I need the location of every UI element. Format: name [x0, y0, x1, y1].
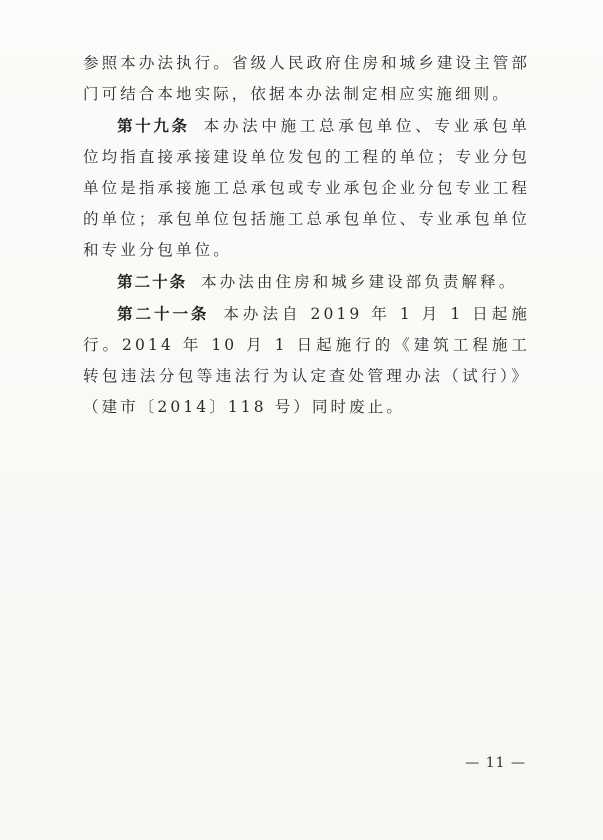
article-text: 本办法由住房和城乡建设部负责解释。: [201, 273, 518, 291]
document-body: [83, 48, 530, 423]
article-heading: 第二十条: [117, 272, 188, 291]
article-19: [83, 110, 530, 266]
article-text: 本办法中施工总承包单位、专业承包单位均指直接承接建设单位发包的工程的单位；专业分包单位是指承接施工总承包或专业承包企业分包专业工程的单位；承包单位包括施工总承包单位、专业承包单位和专业分包单位。: [83, 117, 530, 259]
article-21: [83, 298, 530, 423]
paragraph-text: 参照本办法执行。省级人民政府住房和城乡建设主管部门可结合本地实际，依据本办法制定相应实施细则。: [83, 54, 530, 103]
article-text: 本办法自 2019 年 1 月 1 日起施行。2014 年 10 月 1 日起施行的《建筑工程施工转包违法分包等违法行为认定查处管理办法（试行）》（建市〔2014〕118 号）同时废止。: [83, 305, 530, 416]
article-heading: 第十九条: [117, 116, 190, 135]
paragraph-continuation: [83, 48, 530, 110]
page-number: — 11 —: [465, 755, 526, 771]
article-heading: 第二十一条: [117, 304, 210, 323]
article-20: [83, 266, 530, 298]
